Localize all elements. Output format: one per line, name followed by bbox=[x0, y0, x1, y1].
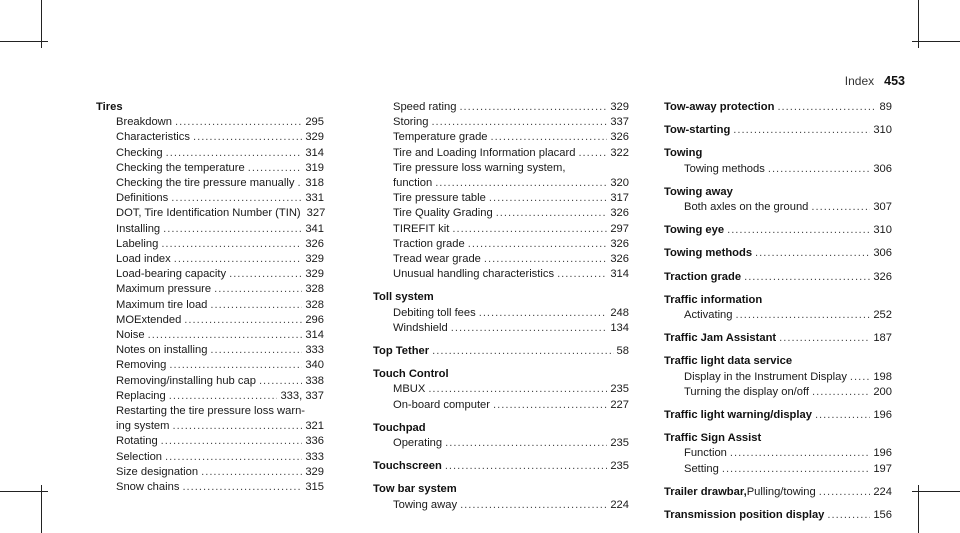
index-term: Traffic light data service bbox=[664, 355, 793, 368]
subentry-label: Windshield bbox=[393, 321, 448, 334]
leader-dots bbox=[182, 480, 302, 495]
page-ref: 336 bbox=[305, 435, 324, 448]
index-subentry[interactable] bbox=[96, 358, 324, 373]
index-subentry[interactable] bbox=[96, 465, 324, 480]
page-ref: 328 bbox=[305, 298, 324, 311]
leader-dots bbox=[161, 434, 303, 449]
index-term: Tow bar system bbox=[373, 483, 457, 496]
index-subentry[interactable] bbox=[96, 146, 324, 161]
page-ref: 326 bbox=[305, 237, 324, 250]
leader-dots bbox=[451, 321, 608, 336]
leader-dots bbox=[557, 267, 607, 282]
page-ref: 314 bbox=[305, 146, 324, 159]
subentry-label: Traction grade bbox=[393, 237, 465, 250]
leader-dots bbox=[819, 485, 871, 500]
index-subentry[interactable]: Tire pressure loss warning system, bbox=[393, 161, 566, 174]
leader-dots bbox=[777, 100, 876, 115]
index-term: Traction grade bbox=[664, 270, 742, 283]
index-term-entry[interactable] bbox=[664, 100, 892, 115]
index-term: Traffic Sign Assist bbox=[664, 432, 762, 445]
index-subentry[interactable] bbox=[373, 130, 629, 145]
page-ref: 198 bbox=[873, 370, 892, 383]
subentry-label: Characteristics bbox=[116, 131, 190, 144]
page-ref: 196 bbox=[873, 409, 892, 422]
subentry-label: Selection bbox=[116, 450, 163, 463]
page-ref: 329 bbox=[305, 131, 324, 144]
leader-dots bbox=[175, 115, 302, 130]
index-column-2 bbox=[373, 100, 629, 513]
index-term-entry[interactable] bbox=[664, 331, 892, 346]
subentry-label: Tire Quality Grading bbox=[393, 207, 493, 220]
index-subentry[interactable] bbox=[96, 298, 324, 313]
index-subentry[interactable] bbox=[96, 374, 324, 389]
index-subentry[interactable] bbox=[373, 382, 629, 397]
subentry-label: Unusual handling characteristics bbox=[393, 268, 555, 281]
index-subentry[interactable] bbox=[664, 385, 892, 400]
leader-dots bbox=[165, 450, 302, 465]
index-term-entry[interactable] bbox=[664, 508, 892, 523]
leader-dots bbox=[484, 252, 607, 267]
subentry-label: Checking bbox=[116, 146, 163, 159]
index-subentry[interactable] bbox=[96, 115, 324, 130]
index-term: Tow-away protection bbox=[664, 101, 775, 113]
leader-dots bbox=[428, 382, 607, 397]
index-subentry[interactable] bbox=[373, 306, 629, 321]
subentry-label: Storing bbox=[393, 116, 429, 129]
index-subentry[interactable] bbox=[96, 176, 324, 191]
leader-dots bbox=[578, 146, 607, 161]
index-term-entry[interactable] bbox=[664, 246, 892, 261]
subentry-label: Replacing bbox=[116, 389, 166, 402]
subentry-label: Tire pressure table bbox=[393, 192, 486, 205]
subentry-label: Tire and Loading Information placard bbox=[393, 146, 576, 159]
subentry-label: Temperature grade bbox=[393, 131, 488, 144]
index-subentry[interactable] bbox=[96, 450, 324, 465]
page-ref: 307 bbox=[873, 201, 892, 214]
subentry-label: Breakdown bbox=[116, 116, 172, 129]
index-subentry[interactable] bbox=[373, 146, 629, 161]
index-subentry[interactable] bbox=[96, 267, 324, 282]
leader-dots bbox=[768, 162, 870, 177]
crop-mark bbox=[912, 41, 960, 42]
index-subentry[interactable] bbox=[373, 498, 629, 513]
page-ref: 310 bbox=[873, 124, 892, 137]
subentry-label: Load index bbox=[116, 253, 171, 266]
section-title: Index bbox=[844, 74, 875, 88]
leader-dots bbox=[193, 130, 302, 145]
leader-dots bbox=[169, 389, 278, 404]
index-subentry[interactable] bbox=[373, 321, 629, 336]
subentry-label: Maximum pressure bbox=[116, 283, 212, 296]
index-subentry[interactable] bbox=[96, 480, 324, 495]
index-term-entry[interactable] bbox=[664, 408, 892, 423]
index-subentry[interactable]: Restarting the tire pressure loss warn- bbox=[116, 405, 306, 418]
leader-dots bbox=[730, 446, 870, 461]
subentry-label: On-board computer bbox=[393, 398, 491, 411]
index-term: Toll system bbox=[373, 291, 434, 304]
page-ref: 297 bbox=[610, 222, 629, 235]
index-term: Touch Control bbox=[373, 368, 449, 381]
index-subentry[interactable] bbox=[373, 191, 629, 206]
leader-dots bbox=[827, 508, 870, 523]
index-subentry[interactable] bbox=[96, 130, 324, 145]
leader-dots bbox=[201, 465, 302, 480]
leader-dots bbox=[850, 370, 870, 385]
page-ref: 187 bbox=[873, 332, 892, 345]
page-ref: 58 bbox=[616, 345, 629, 358]
index-term: Towing bbox=[664, 147, 703, 160]
leader-dots bbox=[479, 306, 608, 321]
index-term: Transmission position display bbox=[664, 509, 825, 522]
subentry-label: Load-bearing capacity bbox=[116, 268, 227, 281]
index-subentry[interactable] bbox=[373, 222, 629, 237]
leader-dots bbox=[184, 313, 302, 328]
index-column-1 bbox=[96, 100, 324, 495]
leader-dots bbox=[214, 282, 302, 297]
page-ref: 235 bbox=[610, 460, 629, 473]
index-term-entry[interactable] bbox=[664, 485, 892, 500]
subentry-label: MOExtended bbox=[116, 313, 182, 326]
index-subentry[interactable] bbox=[664, 308, 892, 323]
index-subentry[interactable] bbox=[664, 162, 892, 177]
subentry-label: Checking the temperature bbox=[116, 161, 245, 174]
index-subentry[interactable] bbox=[664, 370, 892, 385]
page-ref: 338 bbox=[305, 374, 324, 387]
page-ref: 341 bbox=[305, 222, 324, 235]
subentry-label: Speed rating bbox=[393, 101, 457, 113]
page-ref: 327 bbox=[306, 207, 326, 220]
index-term: Towing methods bbox=[664, 247, 753, 260]
subentry-label: Towing away bbox=[393, 498, 458, 511]
page-ref: 326 bbox=[610, 237, 629, 250]
subentry-label: Removing bbox=[116, 359, 167, 372]
leader-dots bbox=[755, 246, 870, 261]
page-ref: 333 bbox=[305, 344, 324, 357]
leader-dots bbox=[229, 267, 302, 282]
leader-dots bbox=[491, 130, 608, 145]
page-ref: 306 bbox=[873, 247, 892, 260]
leader-dots bbox=[432, 344, 613, 359]
index-term-entry[interactable] bbox=[373, 344, 629, 359]
page-ref: 322 bbox=[610, 146, 629, 159]
leader-dots bbox=[811, 200, 870, 215]
leader-dots bbox=[452, 222, 607, 237]
page-ref: 337 bbox=[610, 116, 629, 129]
index-subentry[interactable] bbox=[96, 328, 324, 343]
page-ref: 306 bbox=[873, 162, 892, 175]
index-term: Touchpad bbox=[373, 421, 426, 434]
leader-dots bbox=[468, 237, 608, 252]
leader-dots bbox=[210, 343, 302, 358]
leader-dots bbox=[431, 115, 607, 130]
index-subentry[interactable] bbox=[373, 206, 629, 221]
index-subentry[interactable] bbox=[96, 282, 324, 297]
index-subentry[interactable]: ing system ..... 321 bbox=[96, 419, 324, 434]
leader-dots bbox=[736, 308, 871, 323]
index-term: Top Tether bbox=[373, 345, 430, 358]
index-subentry[interactable] bbox=[664, 462, 892, 477]
page-ref: 318 bbox=[305, 177, 324, 190]
page-ref: 329 bbox=[610, 101, 629, 113]
page-ref: 329 bbox=[305, 268, 324, 281]
page-ref: 315 bbox=[305, 481, 324, 494]
page-ref: 326 bbox=[873, 270, 892, 283]
page-ref: 197 bbox=[873, 462, 892, 475]
page-ref: 296 bbox=[305, 313, 324, 326]
page-ref: 235 bbox=[610, 383, 629, 396]
index-term: Trailer drawbar, bbox=[664, 485, 747, 498]
subentry-label: Pulling/towing bbox=[746, 485, 816, 498]
index-subentry[interactable] bbox=[373, 398, 629, 413]
index-subentry[interactable] bbox=[373, 115, 629, 130]
index-subentry[interactable] bbox=[373, 436, 629, 451]
leader-dots bbox=[148, 328, 303, 343]
page-ref: 248 bbox=[610, 306, 629, 319]
leader-dots bbox=[733, 123, 870, 138]
leader-dots bbox=[171, 191, 302, 206]
subentry-label: Turning the display on/off bbox=[684, 385, 810, 398]
leader-dots bbox=[744, 270, 870, 285]
subentry-label: Maximum tire load bbox=[116, 298, 208, 311]
page-ref: 235 bbox=[610, 437, 629, 450]
subentry-label: Both axles on the ground bbox=[684, 201, 809, 214]
crop-mark bbox=[0, 491, 48, 492]
leader-dots bbox=[812, 385, 870, 400]
subentry-label: Size designation bbox=[116, 465, 199, 478]
index-term-entry[interactable] bbox=[664, 223, 892, 238]
page-ref: 326 bbox=[610, 207, 629, 220]
leader-dots bbox=[460, 498, 607, 513]
leader-dots bbox=[248, 161, 303, 176]
page-ref: 317 bbox=[610, 192, 629, 205]
crop-mark bbox=[912, 491, 960, 492]
page-ref: 328 bbox=[305, 283, 324, 296]
page-ref: 340 bbox=[305, 359, 324, 372]
page-ref: 295 bbox=[305, 116, 324, 129]
index-term: Traffic Jam Assistant bbox=[664, 332, 777, 345]
leader-dots bbox=[779, 331, 870, 346]
index-subentry[interactable] bbox=[664, 200, 892, 215]
page-ref: 310 bbox=[873, 224, 892, 237]
subentry-label: TIREFIT kit bbox=[393, 222, 450, 235]
leader-dots bbox=[259, 374, 302, 389]
page-ref: 224 bbox=[610, 498, 629, 511]
leader-dots bbox=[815, 408, 870, 423]
index-term: Traffic light warning/display bbox=[664, 409, 812, 422]
crop-mark bbox=[0, 41, 48, 42]
index-subentry[interactable] bbox=[96, 206, 324, 221]
leader-dots bbox=[722, 462, 870, 477]
leader-dots bbox=[445, 436, 607, 451]
leader-dots bbox=[489, 191, 607, 206]
index-subentry[interactable] bbox=[373, 237, 629, 252]
subentry-label: Rotating bbox=[116, 435, 158, 448]
page-ref: 196 bbox=[873, 447, 892, 460]
subentry-label: MBUX bbox=[393, 383, 426, 396]
leader-dots bbox=[459, 100, 607, 115]
leader-dots bbox=[161, 237, 302, 252]
subentry-label: Definitions bbox=[116, 192, 169, 205]
page-ref: 326 bbox=[610, 131, 629, 144]
page-ref: 314 bbox=[305, 329, 324, 342]
subentry-label: Tread wear grade bbox=[393, 253, 481, 266]
subentry-label: Removing/installing hub cap bbox=[116, 374, 256, 387]
leader-dots bbox=[727, 223, 870, 238]
subentry-label: Activating bbox=[684, 309, 733, 322]
page-ref: 331 bbox=[305, 192, 324, 205]
page-ref: 329 bbox=[305, 253, 324, 266]
index-subentry[interactable] bbox=[96, 252, 324, 267]
subentry-label: DOT, Tire Identification Number (TIN) bbox=[116, 207, 301, 220]
crop-mark bbox=[918, 485, 919, 533]
index-subentry[interactable] bbox=[96, 313, 324, 328]
subentry-label: Installing bbox=[116, 222, 161, 235]
leader-dots bbox=[445, 459, 608, 474]
page-ref: 134 bbox=[610, 321, 629, 334]
index-term: Towing eye bbox=[664, 224, 725, 237]
index-term-entry[interactable] bbox=[373, 459, 629, 474]
subentry-label: Towing methods bbox=[684, 162, 765, 175]
subentry-label: Snow chains bbox=[116, 481, 180, 494]
index-subentry[interactable] bbox=[373, 100, 629, 115]
index-term: Tow-starting bbox=[664, 124, 731, 137]
index-column-3 bbox=[664, 100, 892, 523]
subentry-label: Debiting toll fees bbox=[393, 306, 476, 319]
page-ref: 326 bbox=[610, 253, 629, 266]
index-term: Towing away bbox=[664, 185, 733, 198]
leader-dots bbox=[297, 176, 302, 191]
index-subentry[interactable] bbox=[96, 434, 324, 449]
subentry-label: Noise bbox=[116, 329, 145, 342]
leader-dots bbox=[210, 298, 302, 313]
page-ref: 252 bbox=[873, 309, 892, 322]
page-ref: 329 bbox=[305, 465, 324, 478]
subentry-label: Operating bbox=[393, 437, 443, 450]
index-subentry[interactable] bbox=[96, 191, 324, 206]
page-ref: 224 bbox=[873, 485, 892, 498]
index-subentry[interactable] bbox=[96, 161, 324, 176]
index-subentry[interactable] bbox=[96, 389, 324, 404]
index-subentry[interactable]: function ..... 320 bbox=[373, 176, 629, 191]
leader-dots bbox=[174, 252, 303, 267]
page-ref: 319 bbox=[305, 161, 324, 174]
index-term: Touchscreen bbox=[373, 460, 442, 473]
subentry-label: Setting bbox=[684, 462, 719, 475]
subentry-label: Checking the tire pressure manually bbox=[116, 177, 295, 190]
subentry-label: Notes on installing bbox=[116, 344, 208, 357]
index-subentry[interactable] bbox=[96, 343, 324, 358]
leader-dots bbox=[493, 398, 607, 413]
crop-mark bbox=[41, 485, 42, 533]
index-subentry[interactable] bbox=[373, 252, 629, 267]
page-ref: 89 bbox=[879, 101, 892, 113]
index-subentry[interactable] bbox=[664, 446, 892, 461]
page-ref: 227 bbox=[610, 398, 629, 411]
page-number: 453 bbox=[884, 74, 905, 88]
index-term: Tires bbox=[96, 101, 123, 113]
page-ref: 314 bbox=[610, 268, 629, 281]
index-term-entry[interactable] bbox=[664, 123, 892, 138]
leader-dots bbox=[163, 222, 302, 237]
subentry-label: Display in the Instrument Display bbox=[684, 370, 847, 383]
leader-dots bbox=[166, 146, 303, 161]
subentry-label: Labeling bbox=[116, 237, 159, 250]
index-term: Traffic information bbox=[664, 293, 763, 306]
leader-dots bbox=[496, 206, 608, 221]
index-subentry[interactable] bbox=[96, 222, 324, 237]
subentry-label: Function bbox=[684, 447, 727, 460]
leader-dots bbox=[169, 358, 302, 373]
page-header bbox=[845, 74, 905, 88]
index-term-entry[interactable] bbox=[664, 270, 892, 285]
index-subentry[interactable] bbox=[373, 267, 629, 282]
page-ref: 333 bbox=[305, 450, 324, 463]
page-ref: 333, 337 bbox=[280, 389, 324, 402]
index-subentry[interactable] bbox=[96, 237, 324, 252]
page-ref: 156 bbox=[873, 509, 892, 522]
page-ref: 200 bbox=[873, 385, 892, 398]
